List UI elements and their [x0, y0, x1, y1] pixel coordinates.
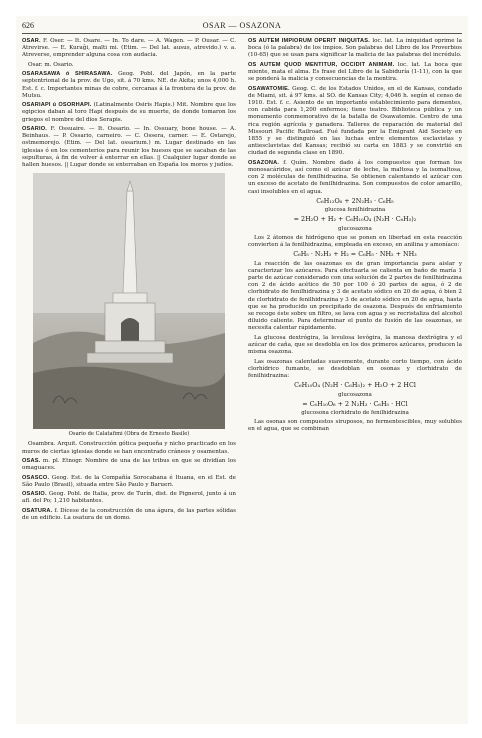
formula-glucose-reaction: C₆H₁₂O₆ + 2N₂H₃ · C₆H₅ — [316, 197, 394, 206]
dictionary-entry — [22, 508, 236, 522]
dictionary-entry — [248, 359, 462, 381]
entry-text: F. Oser. — It. Osare. — In. To dare. — A. Wagen. — P. Ousar. — C. Atrevirse. — E. Kuraĝi, malti mi. (Etim. — Del lat. ausus, atrevido.) v. a. Atreverse, emprender alguna cosa con audacia. — [22, 38, 236, 59]
dictionary-entry — [248, 261, 462, 333]
photo-caption: Osario de Calatafimi (Obra de Ernesto Basile) — [68, 431, 190, 438]
dictionary-entry — [248, 335, 462, 357]
entry-headword: OSAWATOMIE. — [248, 85, 290, 92]
entry-text: f. Dícese de la construcción de una águra, de las partes sólidas de un edificio. La osatura de un domo. — [22, 507, 236, 521]
right-column — [248, 38, 462, 718]
entry-text: loc. lat. La boca que miente, mata el alma. Es frase del Libro de la Sabiduría (1-11), con la que se ponderá la malicia y consecuencias de la mentira. — [248, 61, 462, 83]
ossuary-photo — [33, 173, 225, 429]
encyclopedia-page — [16, 16, 468, 724]
entry-text: Geog. C. de los Estados Unidos, en el de Kansas, condado de Miami, sit. á 97 kms. al SO. de Kansas City; 4,046 h. según el censo de 1910. Est. f. c. Asiento de un importante establecimiento para dementes, con cabida para 1,200 enfermos; tiene teatro. Biblioteca pública y un monumento conmemorativo de la batalla de Osawatomie. Centro de una rica región agrícola y ganadera. Talleres de reparación de material del Missouri Pacific Railroad. Fué fundada por la Emigrant Aid Society en 1855 y se distinguió en las luchas entre elementos esclavistas y antiesclavistas del Kansas; recibió su carta en 1883 y se convirtió en ciudad de segunda clase en 1890. — [248, 85, 462, 157]
entry-text: Osar. m. Osario. — [28, 61, 74, 68]
entry-text: Osambra. Arquit. Construcción gótica pequeña y nicho practicado en los muros de ciertas iglesias donde se han encontrado cráneos y osamentas. — [22, 441, 236, 455]
dictionary-entry — [22, 126, 236, 169]
entry-headword: OS AUTEM QUOD MENTITUR, OCCIDIT ANIMAM. — [248, 61, 395, 68]
entry-text: (Latinalmente Osiris Hapis.) Mit. Nombre que los egipcios daban al toro Hapi después de su muerte, de donde tomaron los griegos el nombre del dios Serapis. — [22, 102, 236, 123]
entry-headword: OSAS. — [22, 458, 41, 464]
entry-text: La reacción de las osazonas es de gran importancia para aislar y caracterizar los azúcares. Para efectuarla se calienta en baño de maría 1 parte de azúcar considerado con una solución de 2 partes de fenilhidrazina con 2 de ácido acético de 50 por 100 ó 20 partes de agua, ó 2 de clorhidrato de fenilhidrazina y 3 de acetato sódico en 20 de agua, ó bien 2 de clorhidrato de fenilhidrazina y 3 de acetato sódico en 20 de agua, hasta que se ha producido un precipitado de osazona. Después de enfriamiento se recoge éste sobre un filtro, se lava con agua y se recristaliza del alcohol diluido caliente. Para determinar el punto de fusión de las osazonas, se necesita calentar rápidamente. — [248, 260, 462, 332]
dictionary-entry — [22, 458, 236, 472]
entry-text: m. pl. Etnogr. Nombre de una de las tribus en que se dividían los omaguaces. — [22, 458, 236, 472]
formula-glucosazone: = 2H₂O + H₂ + C₆H₁₀O₄ (N₂H · C₆H₅)₂ — [293, 215, 417, 224]
dictionary-entry — [22, 491, 236, 505]
entry-text: F. Ossuaire. — It. Ossario. — In. Ossuary, bone house. — A. Beinhaus. — P. Ossario, carneiro. — C. Ossera, carner. — E. Ostarejo, ostmemorejo. (Etim. — Del lat. ossarium.) m. Lugar destinado en las iglesias ó en los cementerios para reunir los huesos que se sacaban de las sepulturas, á fin de volver á enterrar en ellas. || Cualquier lugar donde se hallen huesos. || Lugar donde se enterraban en España los moros y judíos. — [22, 125, 236, 168]
dictionary-entry — [22, 38, 236, 60]
entry-text: Las osazonas calentadas suavemente, durante corto tiempo, con ácido clorhídrico fumante, se desdoblan en osonas y clorhidrato de fenilhidrazina: — [248, 358, 462, 380]
dictionary-entry — [22, 102, 236, 124]
formula-osone: = C₆H₁₀O₆ + 2 N₂H₃ · C₆H₅ · HCl — [302, 399, 408, 408]
entry-headword: OSARIO. — [22, 125, 48, 132]
page-number: 626 — [22, 21, 34, 30]
running-head: OSAR — OSAZONA — [202, 21, 282, 30]
formula-label-glucosazone: glucosazona — [338, 225, 372, 232]
entry-headword: OSAZONA. — [248, 159, 280, 166]
dictionary-entry — [22, 71, 236, 100]
formula-label-glucosazona: glucosazona — [338, 391, 372, 398]
entry-headword: OSASCO. — [22, 474, 50, 481]
dictionary-entry — [22, 441, 236, 455]
paragraph-hydrogen: Los 2 átomos de hidrógeno que se ponen en libertad en esta reacción convierten á la fenilhidrazina, empleada en exceso, en anilina y amoníaco: — [248, 234, 462, 249]
entry-text: Geog. Est. de la Compañía Sorocabana é Ituana, en el Est. de São Paulo (Brasil), situada entre São Paulo y Barueri. — [22, 474, 236, 488]
dictionary-entry — [248, 38, 462, 60]
entry-text: Geog. Pobl. de Italia, prov. de Turín, dist. de Pignerol, junto á un afl. del Po; 1,210 habitantes. — [22, 491, 236, 505]
formula-labels: glucosa fenilhidrazina — [324, 207, 386, 214]
entry-text: f. Quím. Nombre dado á los compuestos que forman los monosacáridos, así como el azúcar de leche, la maltosa y la isomaltosa, con 2 moléculas de fenilhidrazina. Se obtienen calentando el azúcar con un exceso de acetato de fenilhidrazina. Son compuestos de color amarillo, casi insolubles en el agua. — [248, 159, 462, 195]
entry-text: La glucosa dextrógira, la levulosa levógira, la manosa dextrógira y el azúcar de caña, que se desdobla en los dos primeros azúcares, producen la misma osazona. — [248, 334, 462, 356]
entry-text: Geog. Pobl. del Japón, en la parte septentrional de la prov. de Ugo, sit. á 70 kms. NE. de Akita; unos 4,000 h. Est. f. c. Importantes minas de cobre, cercanas á la frontera de la prov. de Mutsu. — [22, 71, 236, 99]
dictionary-entry — [22, 475, 236, 489]
obelisk-illustration — [33, 173, 225, 429]
header-rule — [22, 33, 462, 34]
entry-headword: OSATURA. — [22, 507, 53, 514]
left-column — [22, 38, 236, 718]
entry-text: loc. lat. La iniquidad oprime la boca (ó la palabra) de los impíos. Son palabras del Libro de los Proverbios (10-65) que se usan para significar la malicia de las palabras del incrédulo. — [248, 38, 462, 59]
formula-labels-osone: glucosona clorhidrato de fenilhidrazina — [301, 410, 409, 417]
paragraph-tail: Las osonas son compuestos siruposos, no fermentescibles, muy solubles en el agua, que se combinan — [248, 419, 462, 433]
entry-headword: OS AUTEM IMPIORUM OPERIT INIQUITAS. — [248, 38, 370, 44]
entry-headword: OSASIO. — [22, 491, 47, 498]
formula-aniline: C₆H₅ · N₂H₃ + H₂ = C₆H₅ · NH₂ + NH₃ — [293, 250, 417, 259]
dictionary-entry — [248, 86, 462, 158]
entry-headword: OSAR. — [22, 38, 41, 44]
page-header — [22, 22, 462, 32]
dictionary-entry — [248, 62, 462, 84]
entry-headword: OSARIAPI ú OSORHAPI. — [22, 102, 92, 109]
formula-hydrolysis: C₆H₁₀O₄ (N₂H · C₆H₅)₂ + H₂O + 2 HCl — [294, 381, 416, 390]
dictionary-entry — [22, 62, 236, 69]
dictionary-entry — [248, 160, 462, 196]
entry-headword: OSARASAWA ó SHIRASAWA. — [22, 71, 113, 78]
